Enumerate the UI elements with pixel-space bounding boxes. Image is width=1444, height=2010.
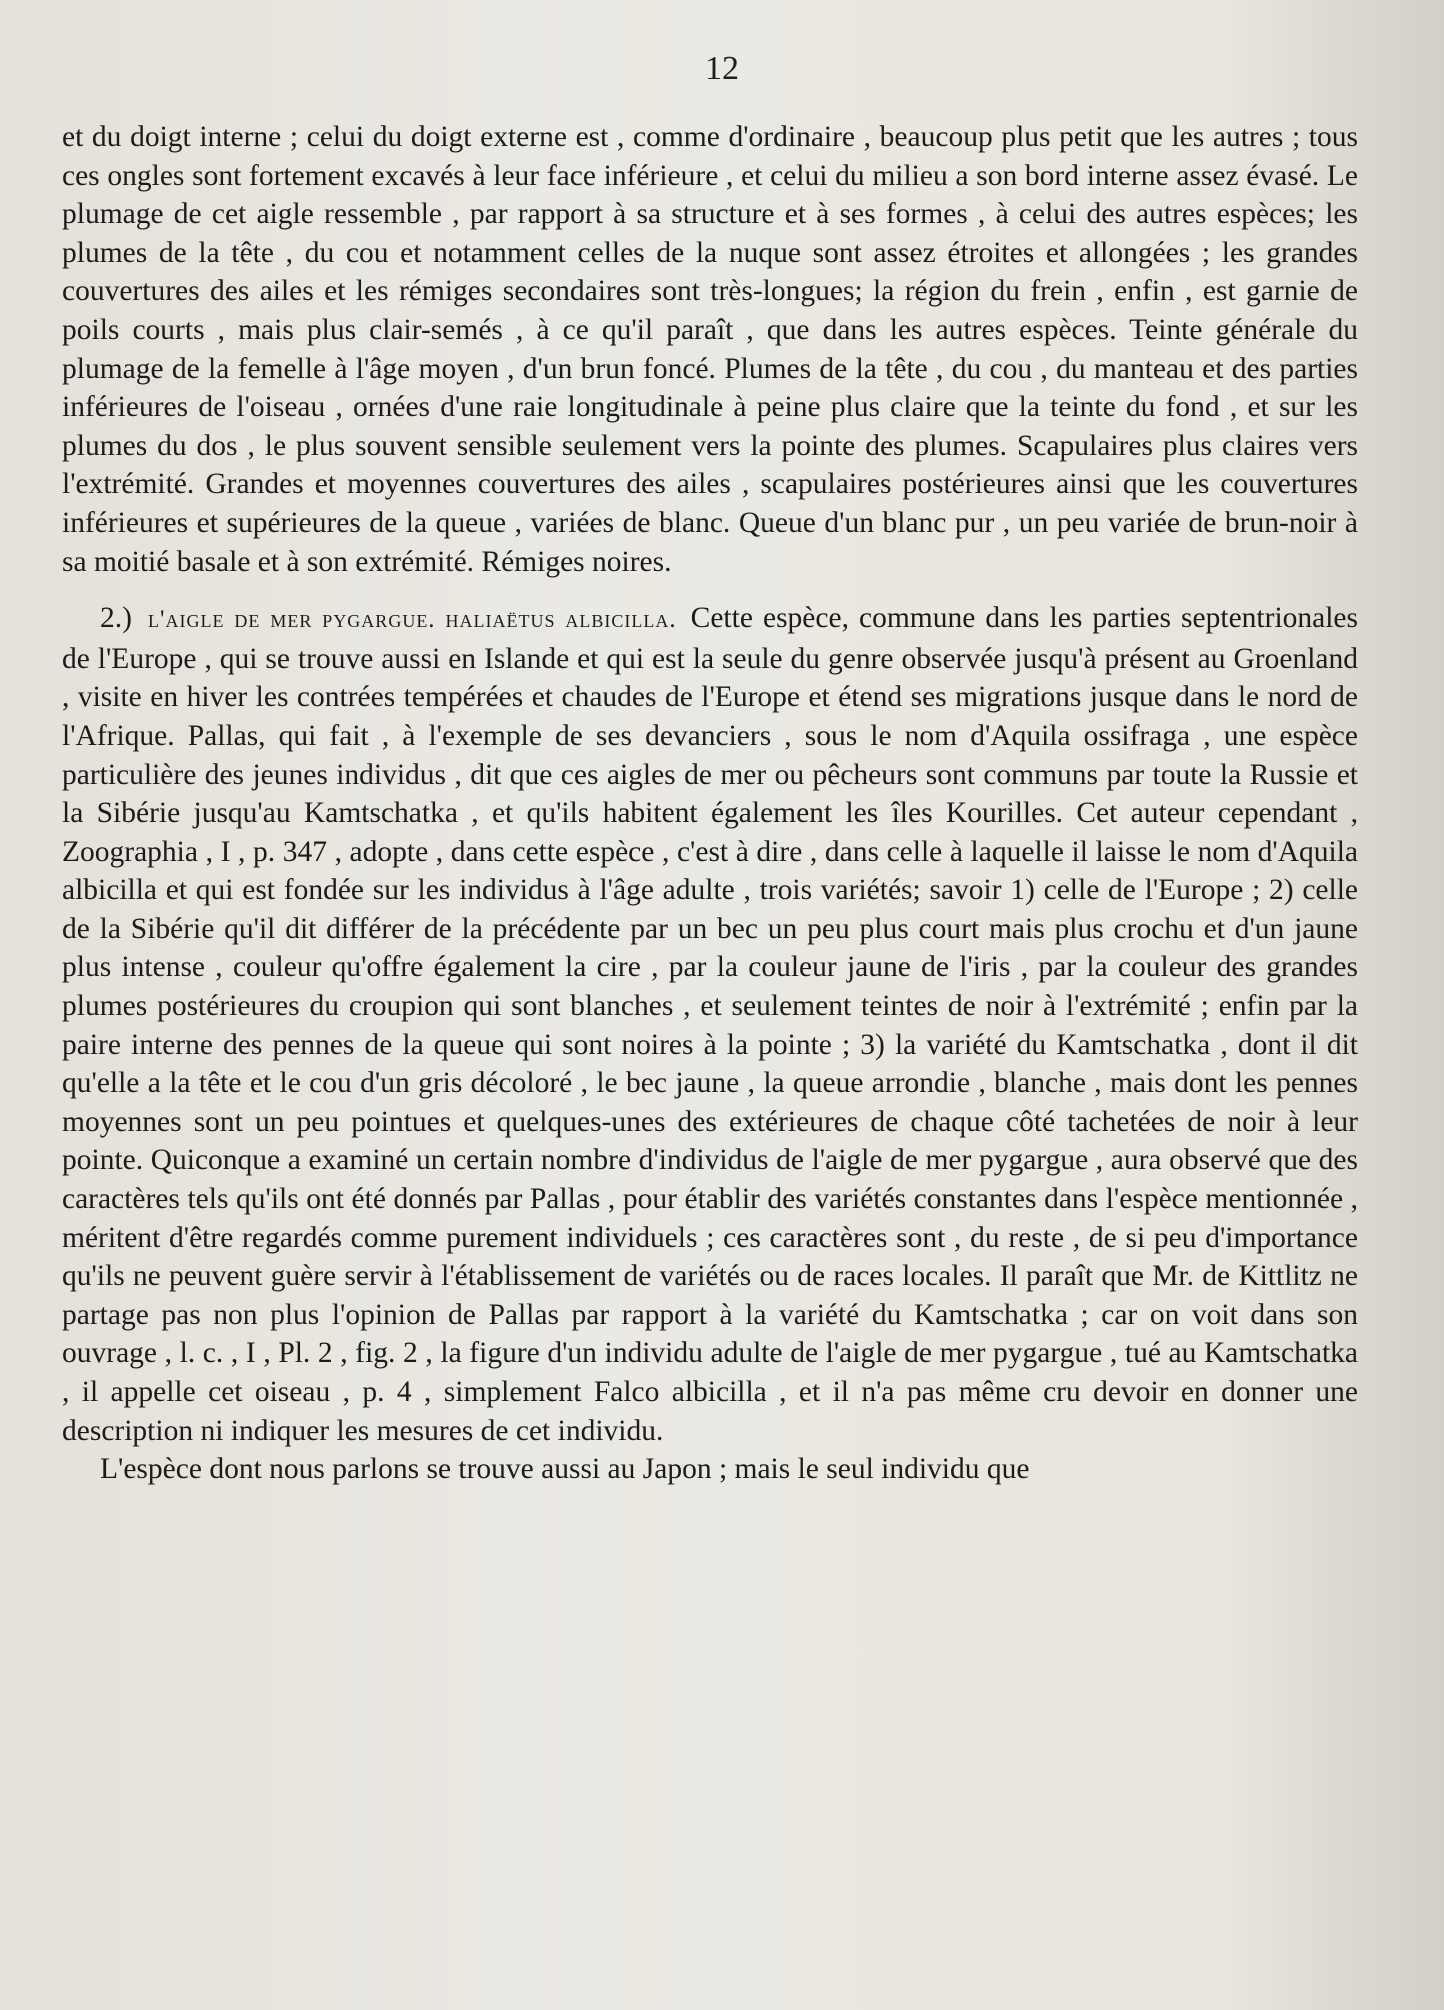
species-heading: l'aigle de mer pygargue. haliaëtus albicilla. bbox=[148, 606, 677, 634]
paragraph-continuation: et du doigt interne ; celui du doigt externe est , comme d'ordinaire , beaucoup plus petit que les autres ; tous ces ongles sont fortement excavés à leur face inférieure , et celui du milieu a son bord interne assez évasé. Le plumage de cet aigle ressemble , par rapport à sa structure et à ses formes , à celui des autres espèces; les plumes de la tête , du cou et notamment celles de la nuque sont assez étroites et allongées ; les grandes couvertures des ailes et les rémiges secondaires sont très-longues; la région du frein , enfin , est garnie de poils courts , mais plus clair-semés , à ce qu'il paraît , que dans les autres espèces. Teinte générale du plumage de la femelle à l'âge moyen , d'un brun foncé. Plumes de la tête , du cou , du manteau et des parties inférieures de l'oiseau , ornées d'une raie longitudinale à peine plus claire que la teinte du fond , et sur les plumes du dos , le plus souvent sensible seulement vers la pointe des plumes. Scapulaires plus claires vers l'extrémité. Grandes et moyennes couvertures des ailes , scapulaires postérieures ainsi que les couvertures inférieures et supérieures de la queue , variées de blanc. Queue d'un blanc pur , un peu variée de brun-noir à sa moitié basale et à son extrémité. Rémiges noires. bbox=[62, 121, 1358, 578]
paragraph-haliaetus-albicilla bbox=[62, 599, 1358, 1450]
body-text bbox=[62, 118, 1358, 1489]
species-description: Cette espèce, commune dans les parties septentrionales de l'Europe , qui se trouve aussi en Islande et qui est la seule du genre observée jusqu'à présent au Groenland , visite en hiver les contrées tempérées et chaudes de l'Europe et étend ses migrations jusque dans le nord de l'Afrique. Pallas, qui fait , à l'exemple de ses devanciers , sous le nom d'Aquila ossifraga , une espèce particulière des jeunes individus , dit que ces aigles de mer ou pêcheurs sont communs par toute la Russie et la Sibérie jusqu'au Kamtschatka , et qu'ils habitent également les îles Kourilles. Cet auteur cependant , Zoographia , I , p. 347 , adopte , dans cette espèce , c'est à dire , dans celle à laquelle il laisse le nom d'Aquila albicilla et qui est fondée sur les individus à l'âge adulte , trois variétés; savoir 1) celle de l'Europe ; 2) celle de la Sibérie qu'il dit différer de la précédente par un bec un peu plus court mais plus crochu et d'un jaune plus intense , couleur qu'offre également la cire , par la couleur jaune de l'iris , par la couleur des grandes plumes postérieures du croupion qui sont blanches , et seulement teintes de noir à l'extrémité ; enfin par la paire interne des pennes de la queue qui sont noires à la pointe ; 3) la variété du Kamtschatka , dont il dit qu'elle a la tête et le cou d'un gris décoloré , le bec jaune , la queue arrondie , blanche , mais dont les pennes moyennes sont un peu pointues et quelques-unes des extérieures de chaque côté tachetées de noir à leur pointe. Quiconque a examiné un certain nombre d'individus de l'aigle de mer pygargue , aura observé que des caractères tels qu'ils ont été donnés par Pallas , pour établir des variétés constantes dans l'espèce mentionnée , méritent d'être regardés comme purement individuels ; ces caractères sont , du reste , de si peu d'importance qu'ils ne peuvent guère servir à l'établissement de variétés ou de races locales. Il paraît que Mr. de Kittlitz ne partage pas non plus l'opinion de Pallas par rapport à la variété du Kamtschatka ; car on voit dans son ouvrage , l. c. , I , Pl. 2 , fig. 2 , la figure d'un individu adulte de l'aigle de mer pygargue , tué au Kamtschatka , il appelle cet oiseau , p. 4 , simplement Falco albicilla , et il n'a pas même cru devoir en donner une description ni indiquer les mesures de cet individu. bbox=[62, 602, 1358, 1447]
paragraph-japan: L'espèce dont nous parlons se trouve aussi au Japon ; mais le seul individu que bbox=[100, 1453, 1030, 1486]
page-number: 12 bbox=[705, 50, 739, 87]
species-number: 2.) bbox=[100, 602, 132, 635]
